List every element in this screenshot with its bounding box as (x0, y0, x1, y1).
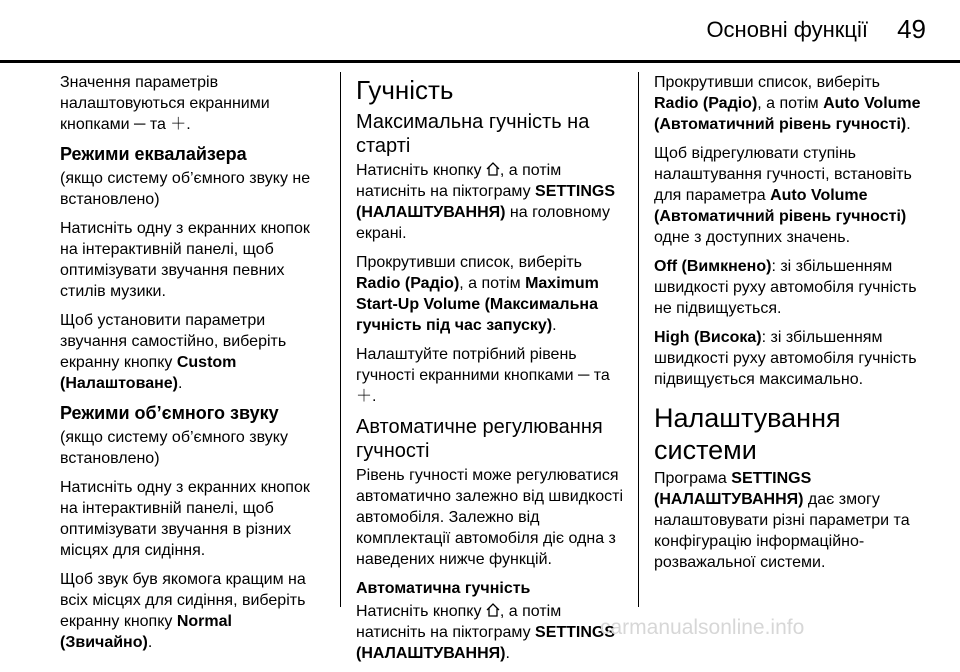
paragraph: Прокрутивши список, виберіть Radio (Радіо), а потім Auto Volume (Автоматичний рівень гучності). (654, 74, 921, 133)
section-heading-system-settings: Налаштування системи (654, 403, 841, 465)
column-divider (340, 72, 341, 607)
home-icon (486, 162, 500, 176)
page-header (0, 0, 960, 60)
paragraph: Програма SETTINGS (НАЛАШТУВАННЯ) дає змогу налаштовувати різні параметри та конфігурацію інформаційно-розважальної системи. (654, 470, 910, 571)
section-heading-equalizer: Режими еквалайзера (60, 144, 247, 164)
column-2 (356, 72, 628, 672)
column-3 (654, 72, 926, 581)
paragraph: Щоб звук був якомога кращим на всіх місцях для сидіння, виберіть екранну кнопку Normal (Звичайно). (60, 571, 306, 651)
home-icon (486, 603, 500, 617)
paragraph: Прокрутивши список, виберіть Radio (Радіо), а потім Maximum Start-Up Volume (Максимальна гучність під час запуску). (356, 254, 599, 334)
subsubsection-heading-auto-volume: Автоматична гучність (356, 580, 531, 597)
section-heading-volume: Гучність (356, 75, 454, 105)
page-number: 49 (897, 14, 926, 44)
paragraph: High (Висока): зі збільшенням швидкості руху автомобіля гучність підвищується максимально. (654, 329, 917, 388)
subsection-heading-max-startup: Максимальна гучність на старті (356, 111, 590, 157)
subsection-heading-auto-volume: Автоматичне регулювання гучності (356, 416, 603, 462)
column-1 (60, 72, 328, 661)
column-divider (638, 72, 639, 607)
paragraph: (якщо систему об’ємного звуку встановлено) (60, 429, 288, 467)
paragraph: Щоб відрегулювати ступінь налаштування гучності, встановіть для параметра Auto Volume (Автоматичний рівень гучності) одне з доступних значень. (654, 145, 912, 246)
paragraph: Натисніть кнопку , а потім натисніть на піктограму SETTINGS (НАЛАШТУВАННЯ). (356, 603, 616, 662)
watermark: carmanualsonline.info (600, 616, 805, 639)
paragraph: Налаштуйте потрібний рівень гучності екранними кнопками ─ та ＋. (356, 346, 610, 405)
page-title: Основні функції (706, 17, 868, 42)
header-rule (0, 60, 960, 63)
section-heading-surround: Режими об’ємного звуку (60, 403, 279, 423)
paragraph: Рівень гучності може регулюватися автоматично залежно від швидкості автомобіля. Залежно від комплектації автомобіля діє одна з наведених нижче функцій. (356, 467, 623, 568)
paragraph: (якщо систему об’ємного звуку не встановлено) (60, 170, 311, 208)
paragraph: Натисніть кнопку , а потім натисніть на піктограму SETTINGS (НАЛАШТУВАННЯ) на головному екрані. (356, 162, 616, 242)
paragraph: Значення параметрів налаштовуються екранними кнопками ─ та ＋. (60, 74, 270, 133)
paragraph: Натисніть одну з екранних кнопок на інтерактивній панелі, щоб оптимізувати звучання в різних місцях для сидіння. (60, 479, 310, 559)
paragraph: Щоб установити параметри звучання самостійно, виберіть екранну кнопку Custom (Налаштоване). (60, 312, 287, 392)
paragraph: Off (Вимкнено): зі збільшенням швидкості руху автомобіля гучність не підвищується. (654, 258, 917, 317)
paragraph: Натисніть одну з екранних кнопок на інтерактивній панелі, щоб оптимізувати звучання певних стилів музики. (60, 220, 310, 300)
